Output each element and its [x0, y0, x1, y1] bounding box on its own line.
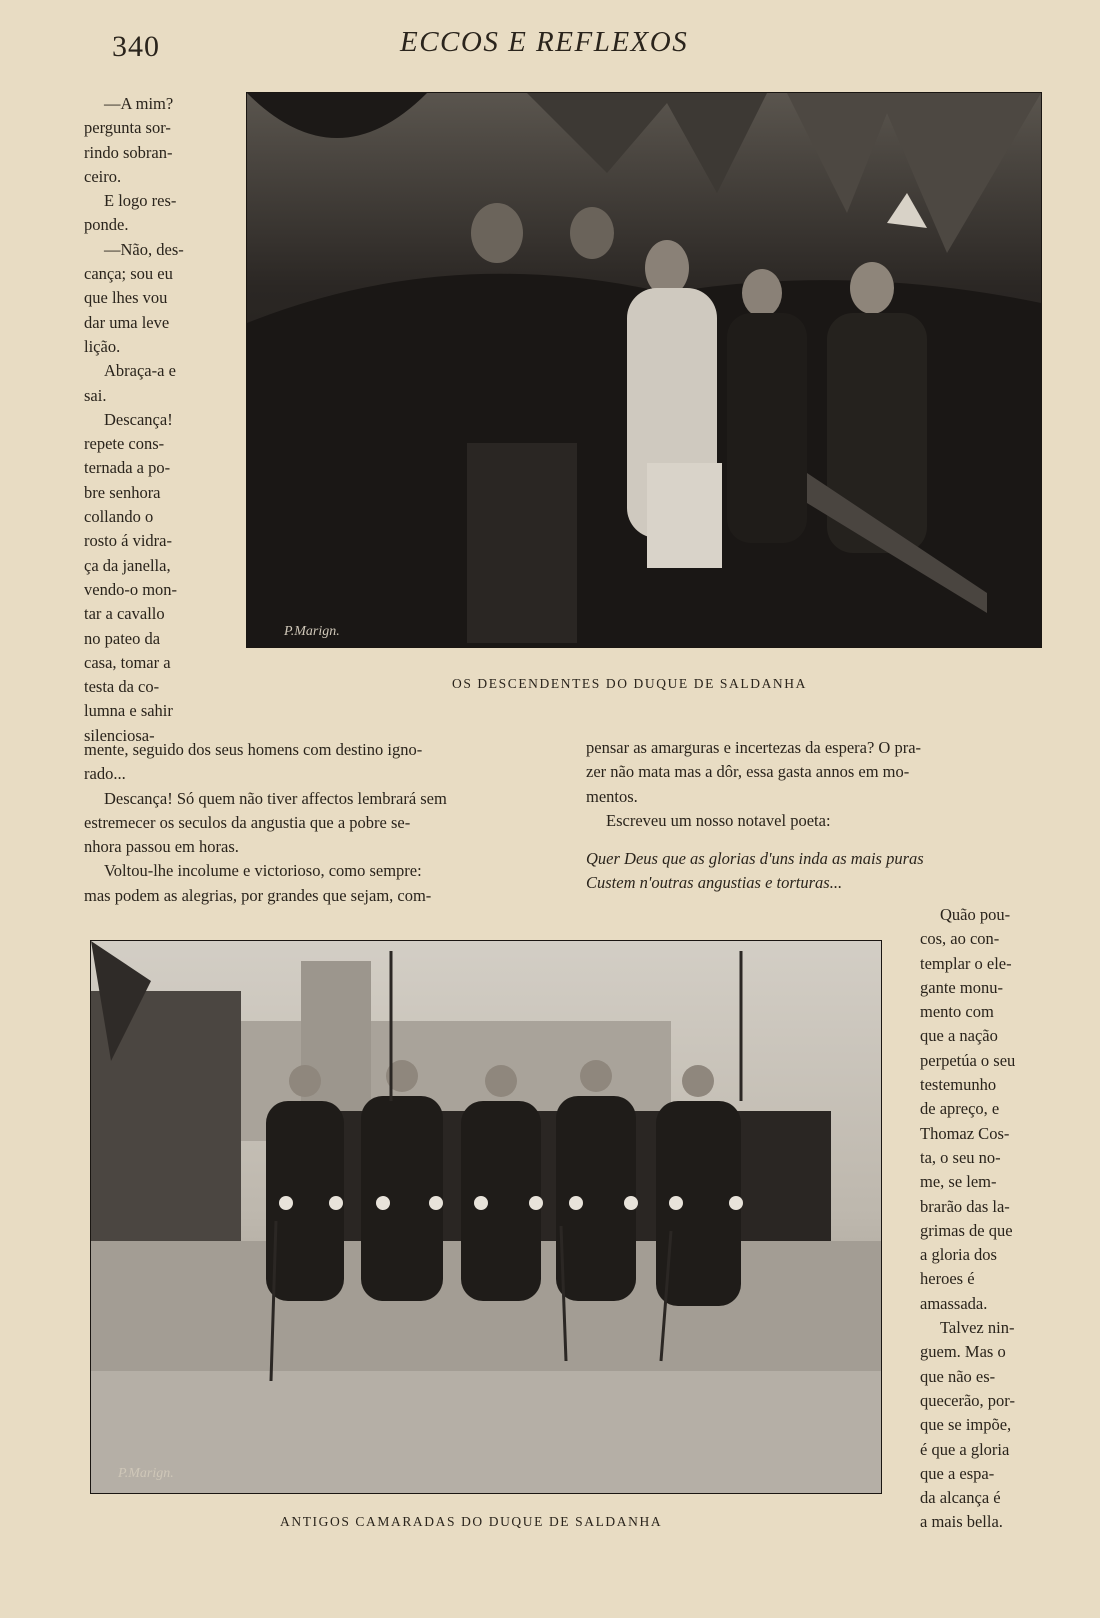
text-line: perpetúa o seu [920, 1050, 1016, 1070]
text-line: brarão das la- [920, 1196, 1010, 1216]
text-line: ta, o seu no- [920, 1147, 1001, 1167]
text-line: zer não mata mas a dôr, essa gasta annos em mo- [586, 762, 910, 782]
text-line: lumna e sahir [84, 701, 173, 721]
text-line: pergunta sor- [84, 118, 171, 138]
text-line: Quão pou- [940, 905, 1011, 924]
text-line: ternada a po- [84, 458, 171, 478]
text-line: lição. [84, 336, 121, 356]
photo-comrades [90, 940, 882, 1494]
text-line: a gloria dos [920, 1245, 997, 1265]
photographer-credit: P.Marign. [118, 1466, 174, 1481]
text-line: Escreveu um nosso notavel poeta: [606, 810, 831, 830]
text-line: Abraça-a e [104, 361, 176, 381]
text-line: grimas de que [920, 1220, 1013, 1240]
text-line: cança; sou eu [84, 264, 173, 284]
text-line: amassada. [920, 1293, 988, 1313]
photo-comrades-image [91, 941, 881, 1493]
text-line: cos, ao con- [920, 929, 1000, 949]
text-line: me, se lem- [920, 1172, 997, 1192]
photo-descendants-image [247, 93, 1041, 647]
text-line: bre senhora [84, 482, 161, 502]
text-line: rindo sobran- [84, 142, 173, 162]
text-line: que a espa- [920, 1463, 995, 1483]
text-line: —Não, des- [104, 239, 184, 259]
text-line: que lhes vou [84, 288, 168, 308]
text-line: templar o ele- [920, 953, 1012, 973]
photo-descendants [246, 92, 1042, 648]
text-line: vendo-o mon- [84, 579, 178, 599]
photo-caption: OS DESCENDENTES DO DUQUE DE SALDANHA [452, 676, 807, 691]
text-line: que não es- [920, 1366, 996, 1386]
text-line: da alcança é [920, 1488, 1001, 1508]
text-line: guem. Mas o [920, 1342, 1006, 1362]
text-line: de apreço, e [920, 1099, 1000, 1119]
text-line: gante monu- [920, 977, 1003, 997]
text-line: testemunho [920, 1075, 997, 1095]
text-line: dar uma leve [84, 312, 170, 332]
text-line: ça da janella, [84, 555, 171, 575]
running-head: ECCOS E REFLEXOS [400, 26, 689, 58]
text-line: que a nação [920, 1026, 998, 1046]
text-line: Descança! [104, 409, 173, 429]
text-line: testa da co- [84, 677, 160, 697]
text-line: heroes é [920, 1269, 975, 1289]
text-line: rosto á vidra- [84, 531, 172, 551]
text-line: pensar as amarguras e incertezas da espera? O pra- [586, 738, 922, 757]
text-line: Descança! Só quem não tiver affectos lembrará sem [104, 788, 447, 808]
narrow-right-column [920, 903, 1040, 1535]
body-column-left [84, 738, 544, 908]
text-line: é que a gloria [920, 1439, 1010, 1459]
text-line: repete cons- [84, 434, 165, 454]
text-line: no pateo da [84, 628, 161, 648]
text-line: mas podem as alegrias, por grandes que sejam, com- [84, 885, 432, 905]
text-line: quecerão, por- [920, 1390, 1015, 1410]
text-line: sai. [84, 385, 107, 405]
narrow-left-column [84, 92, 206, 748]
text-line: estremecer os seculos da angustia que a pobre se- [84, 812, 411, 832]
text-line: E logo res- [104, 191, 177, 211]
text-line: mento com [920, 1002, 994, 1022]
text-line: casa, tomar a [84, 652, 171, 672]
text-line: collando o [84, 507, 154, 527]
text-line: silenciosa- [84, 725, 155, 745]
text-line: —A mim? [104, 94, 174, 113]
text-line: nhora passou em horas. [84, 837, 239, 857]
verse-line: Quer Deus que as glorias d'uns inda as mais puras [586, 849, 924, 869]
text-line: Thomaz Cos- [920, 1123, 1010, 1143]
text-line: a mais bella. [920, 1512, 1003, 1532]
photo-caption: ANTIGOS CAMARADAS DO DUQUE DE SALDANHA [280, 1514, 663, 1529]
text-line: Voltou-lhe incolume e victorioso, como sempre: [104, 861, 422, 881]
photographer-credit: P.Marign. [284, 624, 340, 639]
text-line: mentos. [586, 786, 638, 806]
text-line: tar a cavallo [84, 604, 165, 624]
text-line: que se impõe, [920, 1415, 1012, 1435]
body-column-right [586, 736, 1046, 896]
verse-line: Custem n'outras angustias e torturas... [586, 873, 843, 893]
text-line: rado... [84, 764, 126, 784]
text-line: mente, seguido dos seus homens com destino igno- [84, 740, 423, 759]
text-line: Talvez nin- [940, 1318, 1015, 1338]
text-line: ponde. [84, 215, 129, 235]
page-number: 340 [112, 30, 160, 63]
text-line: ceiro. [84, 166, 122, 186]
